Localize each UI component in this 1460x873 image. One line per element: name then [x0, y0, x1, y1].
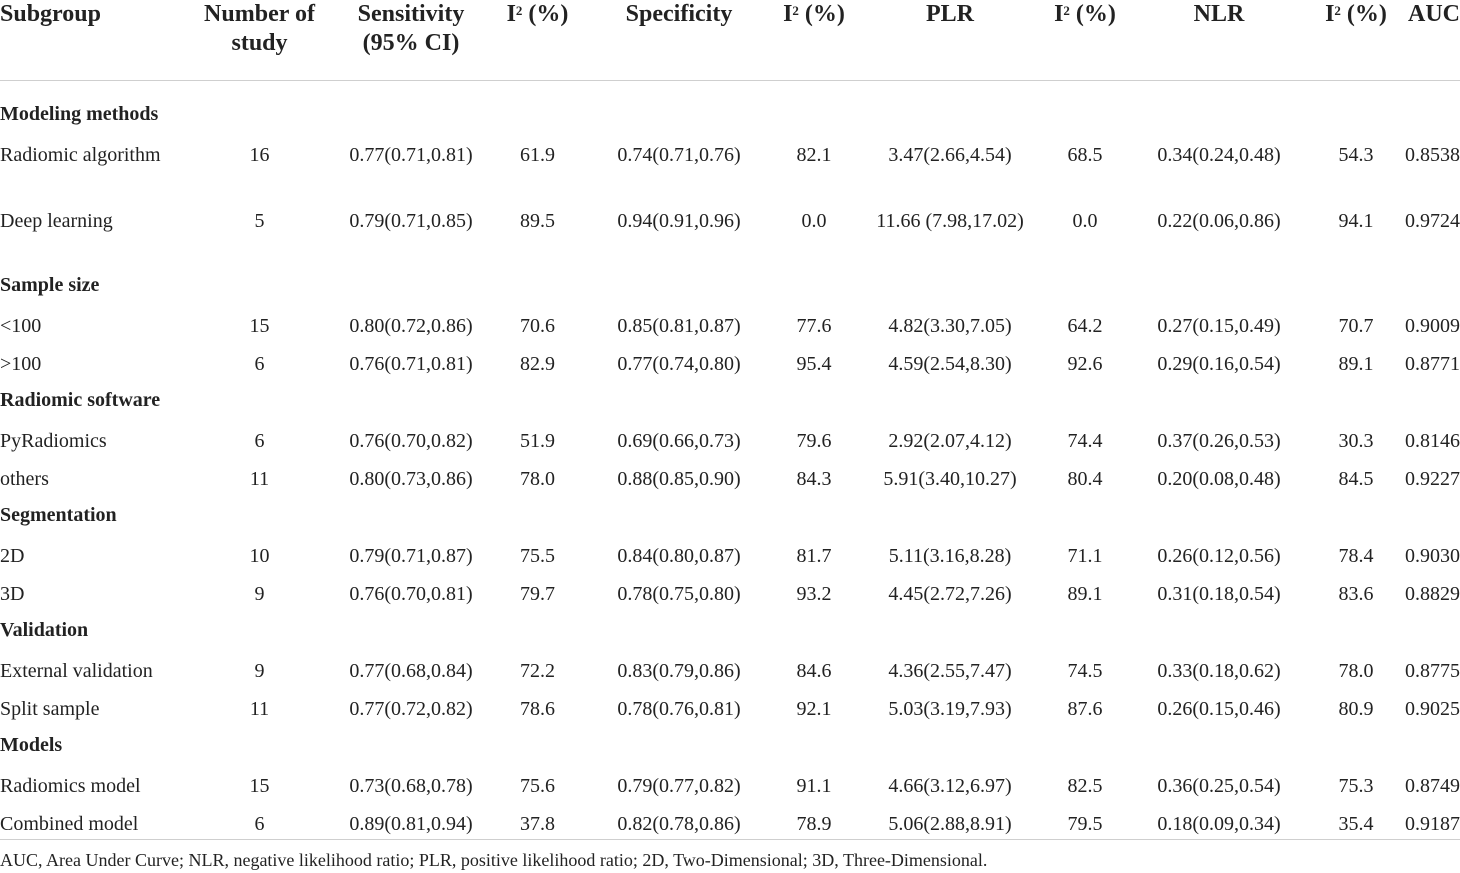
cell-plr-i2: 79.5	[1067, 812, 1103, 835]
header-row	[0, 0, 1460, 80]
cell-sensitivity: 0.79(0.71,0.87)	[349, 544, 473, 567]
cell-specificity-i2: 82.1	[796, 143, 832, 166]
cell-nlr-i2: 54.3	[1338, 143, 1374, 166]
cell-subgroup-name: <100	[0, 314, 42, 337]
cell-sensitivity: 0.89(0.81,0.94)	[349, 812, 473, 835]
cell-nlr-i2: 30.3	[1338, 429, 1374, 452]
cell-nlr: 0.22(0.06,0.86)	[1157, 209, 1281, 232]
table-row	[0, 137, 1460, 203]
group-label: Validation	[0, 618, 89, 641]
cell-specificity: 0.88(0.85,0.90)	[617, 467, 741, 490]
cell-sensitivity-i2: 72.2	[520, 659, 555, 682]
cell-nlr: 0.20(0.08,0.48)	[1157, 467, 1281, 490]
cell-plr-i2: 71.1	[1067, 544, 1103, 567]
cell-nlr-i2: 75.3	[1338, 774, 1374, 797]
group-header-row	[0, 384, 1460, 423]
group-label: Modeling methods	[0, 102, 159, 125]
cell-auc: 0.9724	[1405, 209, 1460, 232]
spacer-cell	[0, 80, 1460, 98]
cell-plr-i2: 87.6	[1067, 697, 1103, 720]
header-nlr: NLR	[1130, 0, 1308, 80]
cell-auc: 0.8146	[1405, 429, 1460, 452]
cell-nlr: 0.36(0.25,0.54)	[1157, 774, 1281, 797]
cell-plr: 5.11(3.16,8.28)	[888, 544, 1012, 567]
cell-number-of-study: 6	[254, 429, 265, 452]
cell-subgroup-name: >100	[0, 352, 42, 375]
spacer-row	[0, 80, 1460, 98]
cell-specificity-i2: 84.6	[796, 659, 832, 682]
table-body	[0, 80, 1460, 844]
cell-auc: 0.9025	[1405, 697, 1460, 720]
cell-nlr-i2: 94.1	[1338, 209, 1374, 232]
table-row	[0, 423, 1460, 461]
cell-specificity: 0.78(0.75,0.80)	[617, 582, 741, 605]
cell-auc: 0.9009	[1405, 314, 1460, 337]
header-nlr-i2: $I^2$ (%)	[1308, 0, 1404, 80]
cell-nlr-i2: 84.5	[1338, 467, 1374, 490]
cell-sensitivity-i2: 89.5	[520, 209, 555, 232]
cell-nlr: 0.26(0.15,0.46)	[1157, 697, 1281, 720]
cell-sensitivity-i2: 82.9	[520, 352, 555, 375]
cell-nlr: 0.26(0.12,0.56)	[1157, 544, 1281, 567]
cell-subgroup-name: External validation	[0, 659, 153, 682]
header-plr: PLR	[860, 0, 1040, 80]
cell-nlr-i2: 70.7	[1338, 314, 1374, 337]
cell-auc: 0.9187	[1405, 812, 1460, 835]
cell-plr: 3.47(2.66,4.54)	[888, 143, 1012, 166]
table-footnote: AUC, Area Under Curve; NLR, negative likelihood ratio; PLR, positive likelihood ratio; 2D, Two-Dimensional; 3D, Three-Dimensional.	[0, 850, 988, 870]
cell-nlr: 0.18(0.09,0.34)	[1157, 812, 1281, 835]
cell-subgroup-name: 3D	[0, 582, 25, 605]
cell-plr-i2: 74.4	[1067, 429, 1103, 452]
cell-specificity: 0.82(0.78,0.86)	[617, 812, 741, 835]
cell-nlr: 0.37(0.26,0.53)	[1157, 429, 1281, 452]
cell-plr: 5.06(2.88,8.91)	[888, 812, 1012, 835]
cell-specificity-i2: 79.6	[796, 429, 832, 452]
table-row	[0, 461, 1460, 499]
cell-number-of-study: 15	[249, 314, 270, 337]
cell-plr: 2.92(2.07,4.12)	[888, 429, 1012, 452]
cell-nlr: 0.31(0.18,0.54)	[1157, 582, 1281, 605]
cell-auc: 0.8771	[1405, 352, 1460, 375]
cell-plr: 4.45(2.72,7.26)	[888, 582, 1012, 605]
cell-specificity-i2: 0.0	[801, 209, 827, 232]
header-sensitivity: Sensitivity (95% CI)	[337, 0, 485, 80]
cell-sensitivity: 0.77(0.71,0.81)	[349, 143, 473, 166]
cell-specificity: 0.94(0.91,0.96)	[617, 209, 741, 232]
cell-number-of-study: 5	[254, 209, 265, 232]
cell-specificity: 0.77(0.74,0.80)	[617, 352, 741, 375]
cell-sensitivity: 0.76(0.70,0.81)	[349, 582, 473, 605]
cell-specificity: 0.69(0.66,0.73)	[617, 429, 741, 452]
table-row	[0, 768, 1460, 806]
cell-auc: 0.8775	[1405, 659, 1460, 682]
cell-plr: 5.91(3.40,10.27)	[883, 467, 1017, 490]
cell-specificity: 0.85(0.81,0.87)	[617, 314, 741, 337]
cell-number-of-study: 6	[254, 352, 265, 375]
cell-auc: 0.9227	[1405, 467, 1460, 490]
cell-plr-i2: 68.5	[1067, 143, 1103, 166]
cell-sensitivity-i2: 78.6	[520, 697, 555, 720]
cell-number-of-study: 11	[249, 467, 270, 490]
cell-nlr: 0.34(0.24,0.48)	[1157, 143, 1281, 166]
header-specificity-i2: $I^2$ (%)	[768, 0, 860, 80]
cell-sensitivity-i2: 70.6	[520, 314, 555, 337]
cell-specificity-i2: 93.2	[796, 582, 832, 605]
cell-number-of-study: 9	[254, 659, 265, 682]
cell-plr: 4.66(3.12,6.97)	[888, 774, 1012, 797]
cell-nlr: 0.27(0.15,0.49)	[1157, 314, 1281, 337]
cell-plr-i2: 0.0	[1072, 209, 1098, 232]
cell-number-of-study: 10	[249, 544, 270, 567]
cell-nlr: 0.33(0.18,0.62)	[1157, 659, 1281, 682]
cell-plr-i2: 89.1	[1067, 582, 1103, 605]
cell-subgroup-name: Radiomic algorithm	[0, 143, 161, 166]
cell-plr-i2: 80.4	[1067, 467, 1103, 490]
cell-nlr-i2: 78.0	[1338, 659, 1374, 682]
cell-plr: 4.59(2.54,8.30)	[888, 352, 1012, 375]
cell-specificity: 0.74(0.71,0.76)	[617, 143, 741, 166]
cell-sensitivity-i2: 78.0	[520, 467, 555, 490]
cell-plr-i2: 74.5	[1067, 659, 1103, 682]
cell-specificity-i2: 77.6	[796, 314, 832, 337]
cell-plr-i2: 82.5	[1067, 774, 1103, 797]
cell-sensitivity-i2: 61.9	[520, 143, 555, 166]
cell-specificity: 0.84(0.80,0.87)	[617, 544, 741, 567]
table-row	[0, 203, 1460, 269]
cell-sensitivity: 0.77(0.68,0.84)	[349, 659, 473, 682]
cell-sensitivity: 0.76(0.70,0.82)	[349, 429, 473, 452]
footer-rule	[0, 839, 1460, 840]
cell-auc: 0.8829	[1405, 582, 1460, 605]
cell-plr: 4.36(2.55,7.47)	[888, 659, 1012, 682]
cell-subgroup-name: Split sample	[0, 697, 100, 720]
cell-specificity-i2: 92.1	[796, 697, 832, 720]
table-row	[0, 576, 1460, 614]
cell-auc: 0.9030	[1405, 544, 1460, 567]
cell-plr: 4.82(3.30,7.05)	[888, 314, 1012, 337]
cell-nlr-i2: 80.9	[1338, 697, 1374, 720]
table-row	[0, 346, 1460, 384]
table-row	[0, 538, 1460, 576]
header-auc: AUC	[1404, 0, 1460, 80]
cell-specificity-i2: 95.4	[796, 352, 832, 375]
group-header-row	[0, 269, 1460, 308]
cell-nlr-i2: 83.6	[1338, 582, 1374, 605]
cell-plr: 11.66 (7.98,17.02)	[876, 209, 1024, 232]
cell-plr-i2: 92.6	[1067, 352, 1103, 375]
group-label: Models	[0, 733, 63, 756]
table-row	[0, 691, 1460, 729]
cell-number-of-study: 16	[249, 143, 270, 166]
cell-specificity: 0.78(0.76,0.81)	[617, 697, 741, 720]
cell-nlr-i2: 35.4	[1338, 812, 1374, 835]
group-label: Segmentation	[0, 503, 117, 526]
cell-specificity: 0.83(0.79,0.86)	[617, 659, 741, 682]
cell-sensitivity: 0.76(0.71,0.81)	[349, 352, 473, 375]
cell-number-of-study: 6	[254, 812, 265, 835]
cell-sensitivity: 0.80(0.73,0.86)	[349, 467, 473, 490]
group-header-row	[0, 614, 1460, 653]
cell-specificity-i2: 78.9	[796, 812, 832, 835]
cell-specificity-i2: 84.3	[796, 467, 832, 490]
cell-nlr-i2: 89.1	[1338, 352, 1374, 375]
header-number-of-study: Number of study	[182, 0, 337, 80]
cell-number-of-study: 9	[254, 582, 265, 605]
group-header-row	[0, 98, 1460, 137]
cell-subgroup-name: 2D	[0, 544, 25, 567]
cell-specificity-i2: 91.1	[796, 774, 832, 797]
cell-sensitivity-i2: 75.5	[520, 544, 555, 567]
cell-sensitivity: 0.79(0.71,0.85)	[349, 209, 473, 232]
header-sensitivity-i2: $I^2$ (%)	[485, 0, 590, 80]
cell-number-of-study: 11	[249, 697, 270, 720]
cell-sensitivity-i2: 79.7	[520, 582, 555, 605]
cell-auc: 0.8749	[1405, 774, 1460, 797]
group-header-row	[0, 499, 1460, 538]
cell-plr-i2: 64.2	[1067, 314, 1103, 337]
header-plr-i2: $I^2$ (%)	[1040, 0, 1130, 80]
cell-sensitivity: 0.73(0.68,0.78)	[349, 774, 473, 797]
cell-sensitivity: 0.80(0.72,0.86)	[349, 314, 473, 337]
group-header-row	[0, 729, 1460, 768]
header-specificity: Specificity	[590, 0, 768, 80]
cell-sensitivity-i2: 51.9	[520, 429, 555, 452]
cell-number-of-study: 15	[249, 774, 270, 797]
cell-sensitivity-i2: 37.8	[520, 812, 555, 835]
cell-subgroup-name: Deep learning	[0, 209, 113, 232]
cell-subgroup-name: others	[0, 467, 49, 490]
cell-sensitivity: 0.77(0.72,0.82)	[349, 697, 473, 720]
cell-nlr-i2: 78.4	[1338, 544, 1374, 567]
cell-auc: 0.8538	[1405, 143, 1460, 166]
header-subgroup: Subgroup	[0, 0, 182, 80]
cell-sensitivity-i2: 75.6	[520, 774, 555, 797]
cell-nlr: 0.29(0.16,0.54)	[1157, 352, 1281, 375]
cell-plr: 5.03(3.19,7.93)	[888, 697, 1012, 720]
cell-specificity-i2: 81.7	[796, 544, 832, 567]
table-row	[0, 806, 1460, 844]
group-label: Sample size	[0, 273, 100, 296]
cell-subgroup-name: Combined model	[0, 812, 139, 835]
cell-subgroup-name: Radiomics model	[0, 774, 141, 797]
table-row	[0, 308, 1460, 346]
cell-subgroup-name: PyRadiomics	[0, 429, 107, 452]
table-row	[0, 653, 1460, 691]
cell-specificity: 0.79(0.77,0.82)	[617, 774, 741, 797]
group-label: Radiomic software	[0, 388, 161, 411]
